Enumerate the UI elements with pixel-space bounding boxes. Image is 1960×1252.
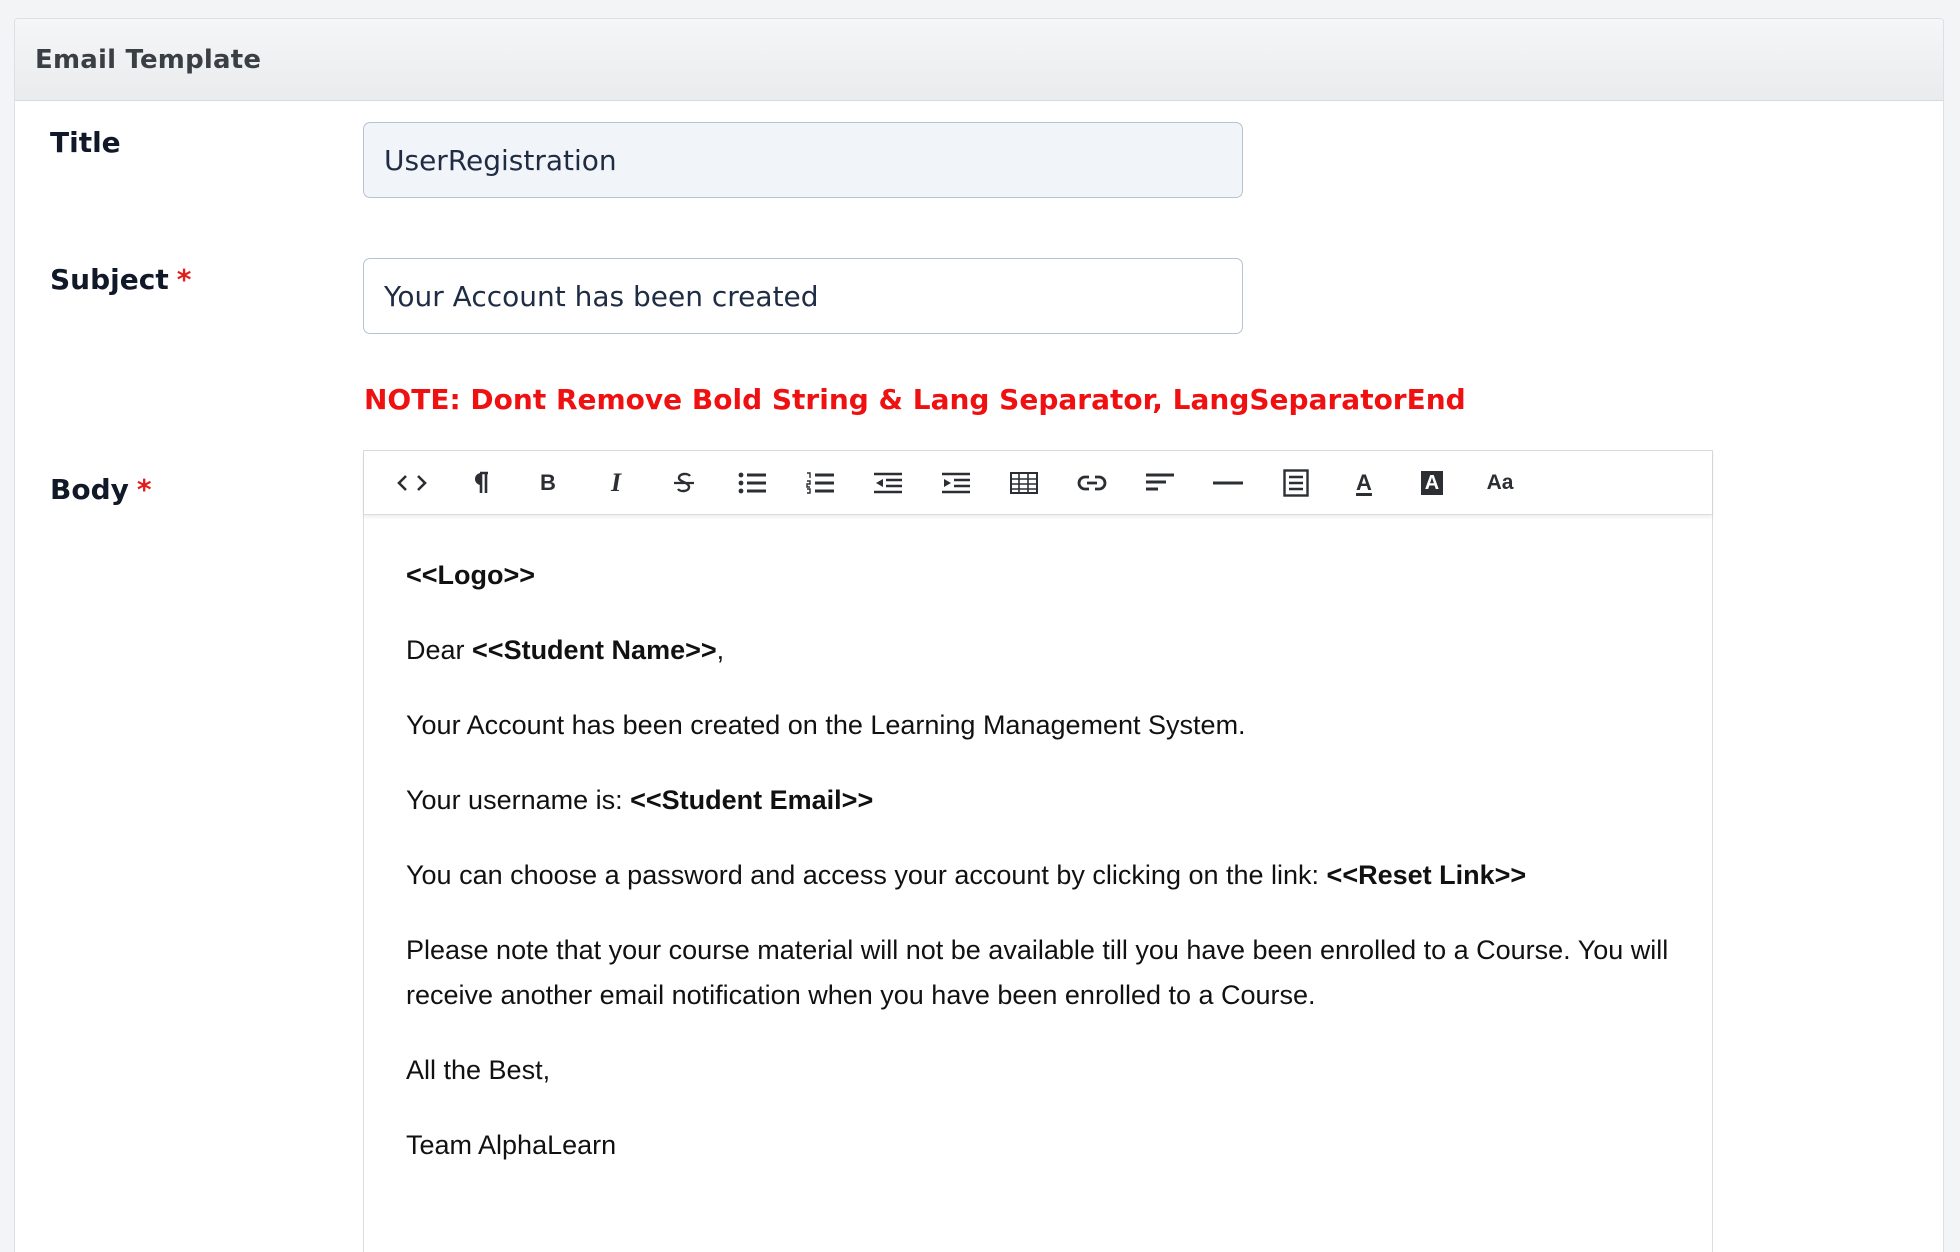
bullet-list-icon	[738, 472, 766, 494]
subject-label	[50, 263, 191, 296]
outdent-icon	[874, 472, 902, 494]
background-color-button[interactable]	[1398, 457, 1466, 509]
italic-button[interactable]	[582, 457, 650, 509]
body-line-password	[406, 853, 1670, 898]
block-format-button[interactable]	[1262, 457, 1330, 509]
editor-toolbar	[364, 451, 1712, 515]
logo-placeholder: <<Logo>>	[406, 560, 536, 590]
bold-button[interactable]	[514, 457, 582, 509]
required-marker: *	[176, 263, 192, 296]
bullet-list-button[interactable]	[718, 457, 786, 509]
horizontal-rule-button[interactable]	[1194, 457, 1262, 509]
strikethrough-button[interactable]	[650, 457, 718, 509]
reset-link-placeholder: <<Reset Link>>	[1326, 860, 1527, 890]
body-label	[50, 473, 152, 506]
student-name-placeholder: <<Student Name>>	[472, 635, 717, 665]
body-line-greeting	[406, 628, 1670, 673]
table-button[interactable]	[990, 457, 1058, 509]
body-line-username	[406, 778, 1670, 823]
required-marker: *	[136, 473, 152, 506]
body-line-signature: Team AlphaLearn	[406, 1130, 617, 1160]
link-icon	[1077, 473, 1107, 493]
panel-header	[15, 19, 1943, 101]
body-line-closing: All the Best,	[406, 1055, 551, 1085]
highlight-color-icon: A	[1421, 471, 1443, 495]
indent-icon	[942, 472, 970, 494]
code-view-button[interactable]	[378, 457, 446, 509]
strikethrough-icon	[673, 471, 695, 495]
block-format-icon	[1283, 469, 1309, 497]
student-email-placeholder: <<Student Email>>	[630, 785, 874, 815]
font-case-button[interactable]	[1466, 457, 1534, 509]
note-warning: NOTE: Dont Remove Bold String & Lang Separator, LangSeparatorEnd	[364, 383, 1466, 416]
title-label	[50, 126, 121, 159]
body-line-course-note: Please note that your course material will not be available till you have been enrolled to a Course. You will receive another email notification when you have been enrolled to a Course.	[406, 935, 1669, 1010]
font-case-icon: Aa	[1486, 470, 1514, 494]
pilcrow-icon	[470, 471, 490, 495]
code-icon	[397, 473, 427, 493]
bold-icon: B	[540, 469, 556, 495]
font-color-button[interactable]	[1330, 457, 1398, 509]
link-button[interactable]	[1058, 457, 1126, 509]
body-line-logo	[406, 553, 1670, 598]
title-input[interactable]	[363, 122, 1243, 198]
font-color-icon: A	[1356, 469, 1372, 495]
rich-text-editor	[363, 450, 1713, 1252]
password-prefix: You can choose a password and access your account by clicking on the link:	[406, 860, 1327, 890]
body-line-account: Your Account has been created on the Learning Management System.	[406, 710, 1246, 740]
align-left-icon	[1146, 473, 1174, 493]
subject-input[interactable]	[363, 258, 1243, 334]
numbered-list-button[interactable]	[786, 457, 854, 509]
greeting-comma: ,	[716, 635, 725, 665]
align-button[interactable]	[1126, 457, 1194, 509]
editor-content[interactable]	[364, 515, 1712, 1236]
indent-button[interactable]	[922, 457, 990, 509]
body-label-text: Body	[50, 473, 129, 506]
table-icon	[1010, 472, 1038, 494]
outdent-button[interactable]	[854, 457, 922, 509]
paragraph-button[interactable]	[446, 457, 514, 509]
username-prefix: Your username is:	[406, 785, 631, 815]
greeting-text: Dear	[406, 635, 473, 665]
subject-label-text: Subject	[50, 263, 169, 296]
horizontal-rule-icon	[1213, 478, 1243, 488]
italic-icon: I	[610, 467, 622, 497]
title-label-text: Title	[50, 126, 121, 159]
numbered-list-icon	[806, 472, 834, 494]
panel-title: Email Template	[35, 44, 262, 75]
